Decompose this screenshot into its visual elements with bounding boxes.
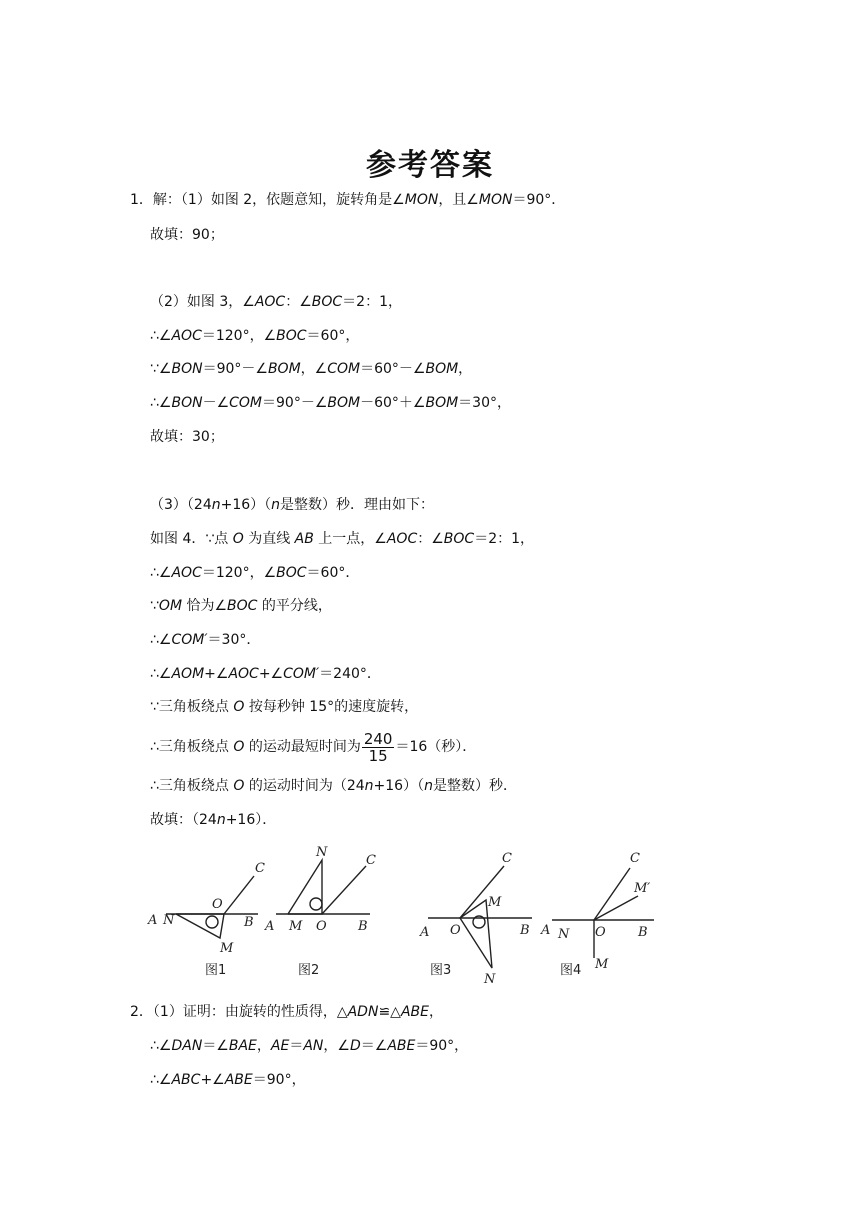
fig1-label-n: N [163, 913, 175, 928]
fig4-ray-oc [594, 868, 630, 920]
fig2-label-c: C [366, 853, 376, 868]
q1-line-6: ∴∠BON－∠COM＝90°－∠BOM－60°＋∠BOM＝30°， [150, 395, 511, 411]
fig4-label-b: B [638, 925, 648, 940]
q1-line-3: （2）如图 3，∠AOC：∠BOC＝2：1， [150, 294, 402, 310]
fig2-triangle [288, 860, 322, 914]
fig3-label-n: N [484, 972, 496, 987]
q2-line-2: ∴∠DAN＝∠BAE，AE＝AN，∠D＝∠ABE＝90°， [150, 1038, 469, 1054]
q2-line-1: 2．（1）证明：由旋转的性质得，△ADN≌△ABE， [130, 1004, 443, 1020]
fraction [362, 731, 395, 764]
fig1-label-m: M [220, 941, 234, 956]
fig4-label-a: A [541, 923, 551, 938]
q2-line-3: ∴∠ABC+∠ABE＝90°， [150, 1072, 306, 1088]
fig3-label-a: A [420, 925, 430, 940]
fig3-caption: 图3 [430, 963, 452, 978]
q1-line-17: 故填：（24n+16）． [150, 812, 277, 828]
fig2-label-b: B [358, 919, 368, 934]
q1-line-9: 如图 4．∵点 O 为直线 AB 上一点，∠AOC：∠BOC＝2：1， [150, 531, 535, 547]
q1-line-8: （3）（24n+16）（n是整数）秒．理由如下： [150, 497, 435, 513]
q1-line-16: ∴三角板绕点 O 的运动时间为（24n+16）（n是整数）秒． [150, 778, 517, 794]
fig4-label-o: O [595, 925, 606, 940]
fig2-label-n: N [316, 845, 328, 860]
fraction-denominator: 15 [368, 746, 388, 765]
figure-3 [428, 866, 532, 968]
q1-line-2: 故填：90； [150, 227, 224, 243]
fig1-label-a: A [148, 913, 158, 928]
fig4-label-m-prime: M′ [634, 881, 651, 896]
fraction-numerator: 240 [363, 729, 393, 748]
fig3-label-m: M [488, 895, 502, 910]
page-title: 参考答案 [366, 148, 494, 183]
q1-line-4: ∴∠AOC＝120°，∠BOC＝60°， [150, 328, 360, 344]
q1-line-14: ∵三角板绕点 O 按每秒钟 15°的速度旋转， [150, 699, 419, 715]
fig3-label-o: O [450, 923, 461, 938]
q1-line-12: ∴∠COM′＝30°． [150, 632, 261, 648]
fig4-label-c: C [630, 851, 640, 866]
q1-line-1: 1．解：（1）如图 2，依题意知，旋转角是∠MON，且∠MON＝90°． [130, 192, 566, 208]
figure-2 [276, 860, 370, 914]
figures [0, 838, 860, 988]
fig4-caption: 图4 [560, 963, 582, 978]
fig3-ray-oc [460, 866, 504, 918]
fig4-label-m: M [595, 957, 609, 972]
fig1-label-o: O [212, 897, 223, 912]
fig2-label-o: O [316, 919, 327, 934]
fig2-caption: 图2 [298, 963, 320, 978]
fig1-circle [206, 916, 218, 928]
fig1-caption: 图1 [205, 963, 227, 978]
fig4-label-n: N [558, 927, 570, 942]
q1-line-15: ∴三角板绕点 O 的运动最短时间为 $\frac{240}{15}$ ＝16（秒）． [150, 729, 477, 765]
fig2-ray-oc [322, 866, 366, 914]
q1-line-10: ∴∠AOC＝120°，∠BOC＝60°． [150, 565, 360, 581]
fig3-triangle [460, 900, 492, 968]
fig3-label-b: B [520, 923, 530, 938]
q1-line-13: ∴∠AOM+∠AOC+∠COM′＝240°． [150, 666, 381, 682]
fig2-label-a: A [265, 919, 275, 934]
fig1-label-b: B [244, 915, 254, 930]
q1-line-7: 故填：30； [150, 429, 224, 445]
q1-line-11: ∵OM 恰为∠BOC 的平分线， [150, 598, 332, 614]
fig2-circle [310, 898, 322, 910]
fig1-label-c: C [255, 861, 265, 876]
fig4-ray-om-prime [594, 896, 638, 920]
fig2-label-m: M [289, 919, 303, 934]
q1-line-5: ∵∠BON＝90°－∠BOM，∠COM＝60°－∠BOM， [150, 361, 473, 377]
fig3-label-c: C [502, 851, 512, 866]
fig1-ray-oc [224, 876, 254, 914]
